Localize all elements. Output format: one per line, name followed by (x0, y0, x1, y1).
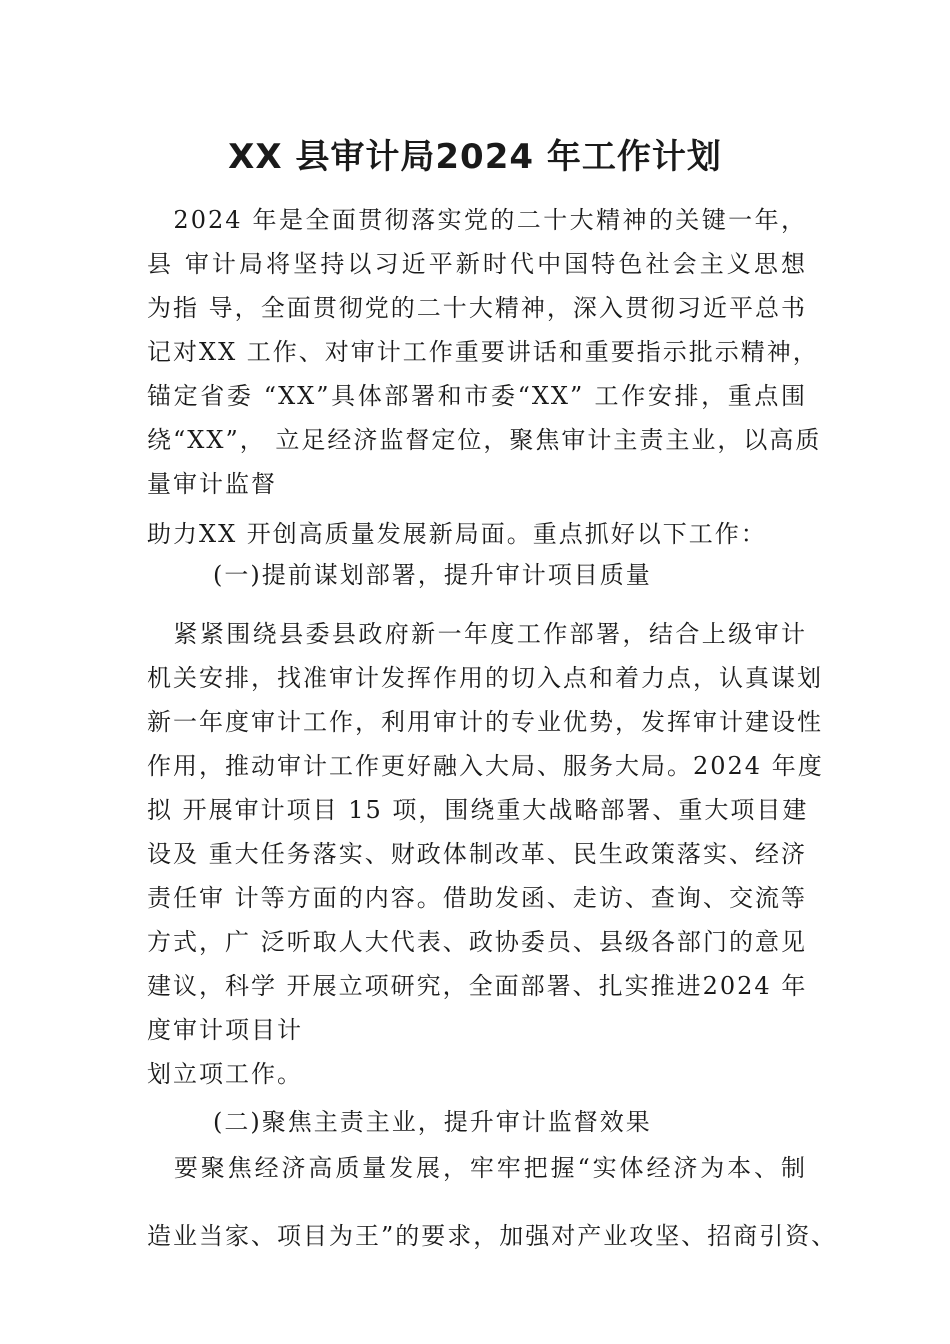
section-heading-2 (147, 1100, 807, 1144)
text-line: 责任审 计等方面的内容。借助发函、走访、查询、交流等 (147, 884, 807, 912)
text-line: 记对XX 工作、对审计工作重要讲话和重要指示批示精神， (147, 338, 819, 366)
text-line: 助力XX 开创高质量发展新局面。重点抓好以下工作： (147, 520, 767, 548)
paragraph-intro-continued (147, 512, 807, 556)
paragraph-section-1 (147, 612, 824, 1052)
text-line: 建议，科学 开展立项研究，全面部署、扎实推进2024 年 (147, 972, 808, 1000)
text-line: 拟 开展审计项目 15 项，围绕重大战略部署、重大项目建 (147, 796, 809, 824)
text-line: 县 审计局将坚持以习近平新时代中国特色社会主义思想 (147, 250, 807, 278)
text-line: 划立项工作。 (147, 1060, 303, 1088)
section-heading-text: (一)提前谋划部署，提升审计项目质量 (213, 561, 652, 589)
text-line: 度审计项目计 (147, 1016, 303, 1044)
text-line: 锚定省委 “XX”具体部署和市委“XX” 工作安排，重点围 (147, 382, 807, 410)
section-heading-text: (二)聚焦主责主业，提升审计监督效果 (213, 1108, 652, 1136)
paragraph-intro (147, 198, 822, 506)
paragraph-section-1-continued (147, 1052, 807, 1096)
paragraph-section-2-next (147, 1214, 838, 1258)
text-line: 绕“XX”， 立足经济监督定位，聚焦审计主责主业，以高质 (147, 426, 822, 454)
text-line: 机关安排，找准审计发挥作用的切入点和着力点，认真谋划 (147, 664, 823, 692)
section-heading-1 (147, 553, 807, 597)
document-title: XX 县审计局2024 年工作计划 (228, 137, 722, 177)
paragraph-section-2-start (147, 1146, 807, 1190)
text-line: 量审计监督 (147, 470, 277, 498)
text-line: 造业当家、项目为王”的要求，加强对产业攻坚、招商引资、 (147, 1222, 838, 1250)
text-line: 新一年度审计工作，利用审计的专业优势，发挥审计建设性 (147, 708, 823, 736)
text-line: 方式，广 泛听取人大代表、政协委员、县级各部门的意见 (147, 928, 807, 956)
text-line: 为指 导，全面贯彻党的二十大精神，深入贯彻习近平总书 (147, 294, 807, 322)
text-line: 作用，推动审计工作更好融入大局、服务大局。2024 年度 (147, 752, 824, 780)
text-line: 2024 年是全面贯彻落实党的二十大精神的关键一年， (147, 206, 807, 234)
text-line: 要聚焦经济高质量发展，牢牢把握“实体经济为本、制 (147, 1154, 807, 1182)
text-line: 紧紧围绕县委县政府新一年度工作部署，结合上级审计 (147, 620, 807, 648)
text-line: 设及 重大任务落实、财政体制改革、民生政策落实、经济 (147, 840, 807, 868)
